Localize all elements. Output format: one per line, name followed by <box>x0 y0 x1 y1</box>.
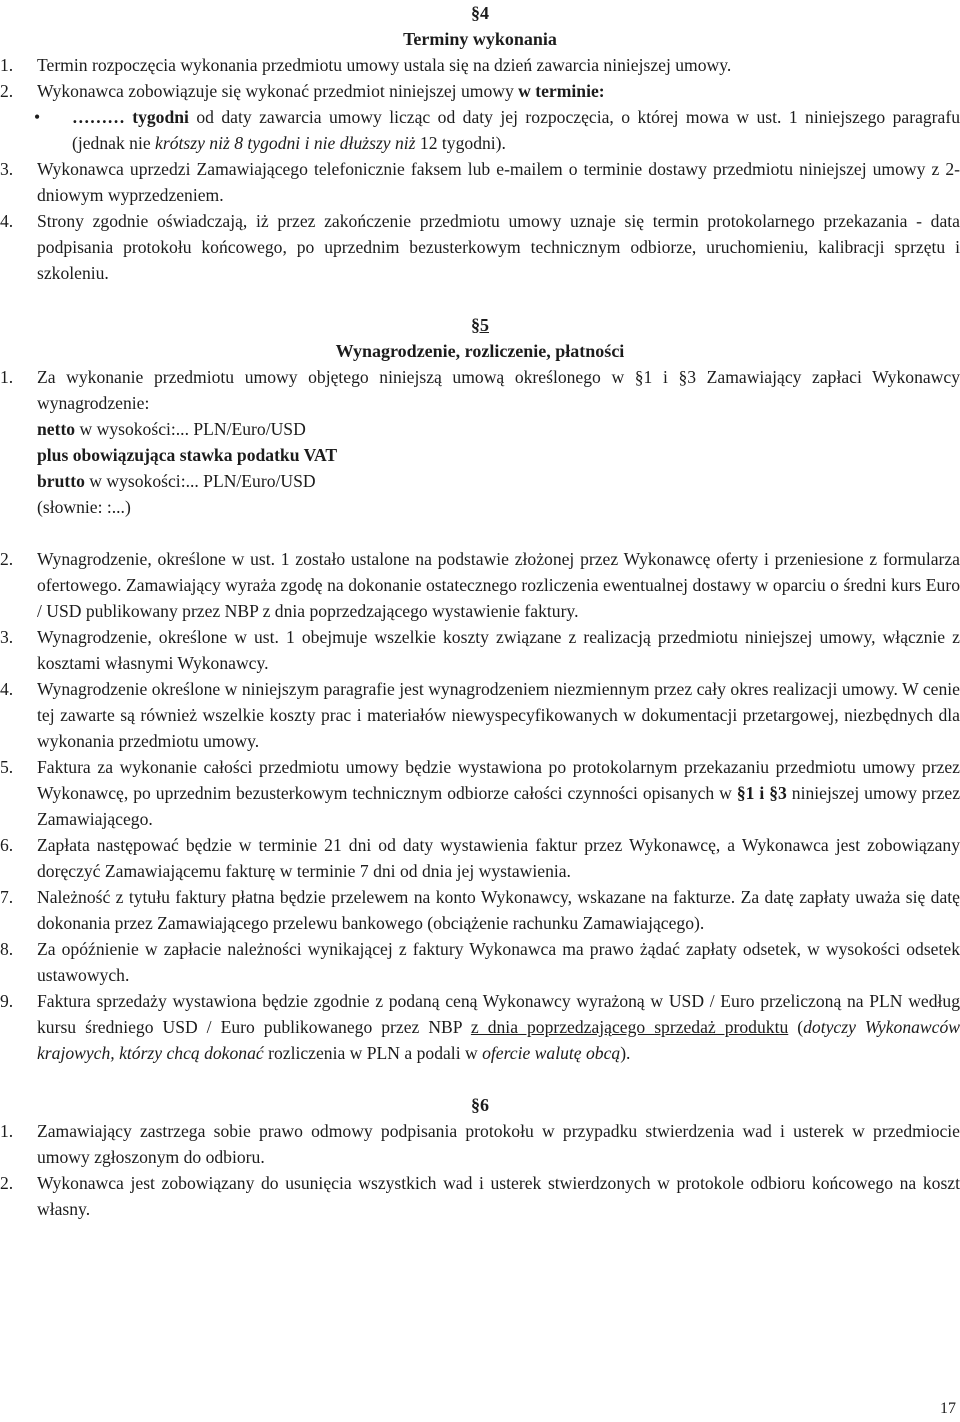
item-number: 1. <box>0 1121 14 1141</box>
s5-item-6 <box>0 832 960 884</box>
s5-item-5 <box>0 754 960 832</box>
netto-label: netto <box>37 419 76 439</box>
section-6-number: §6 <box>471 1095 489 1115</box>
bullet-italic: krótszy niż 8 tygodni i nie dłuższy niż <box>155 133 416 153</box>
bullet-text-end: 12 tygodni). <box>415 133 506 153</box>
bullet-icon: • <box>34 107 41 127</box>
s5-item-8 <box>0 936 960 988</box>
item-text: Należność z tytułu faktury płatna będzie przelewem na konto Wykonawcy, wskazane na fakturze. Za datę zapłaty uważa się datę dokonania przez Zamawiającego przelewu bankowego (obciążenie rachunku Zamawiającego). <box>37 887 960 933</box>
item-number: 8. <box>0 939 14 959</box>
item-text: Wynagrodzenie, określone w ust. 1 zostało ustalone na podstawie złożonej przez Wykonawcę oferty i przeniesione z formularza ofertowego. Zamawiający wyraża zgodę na dokonanie ostatecznego rozliczenia ewentualnej dostawy w oparciu o średni kurs Euro / USD publikowany przez NBP z dnia poprzedzającego wystawienie faktury. <box>37 549 960 621</box>
item-number: 2. <box>0 81 14 101</box>
item-text: Zapłata następować będzie w terminie 21 dni od daty wystawienia faktur przez Wykonawcę, a Wykonawca jest zobowiązany doręczyć Zamawiającemu fakturę w terminie 7 dni od dnia jej wystawienia. <box>37 835 960 881</box>
item-text-end: ). <box>620 1043 631 1063</box>
s6-item-2 <box>0 1170 960 1222</box>
item-text-bold: §1 i §3 <box>736 783 787 803</box>
item-text: Za wykonanie przedmiotu umowy objętego niniejszą umową określonego w §1 i §3 Zamawiający zapłaci Wykonawcy wynagrodzenie: <box>37 367 960 413</box>
section-5-title: Wynagrodzenie, rozliczenie, płatności <box>335 341 625 361</box>
s5-item-2 <box>0 546 960 624</box>
s4-bullet-item <box>0 104 960 156</box>
netto-text: w wysokości:... PLN/Euro/USD <box>75 419 306 439</box>
vat-text: plus obowiązująca stawka podatku VAT <box>37 445 338 465</box>
item-text-end: niniejszej umowy przez Zamawiającego. <box>37 783 960 829</box>
item-text-underlined: z dnia poprzedzającego sprzedaż produktu <box>470 1017 789 1037</box>
item-text: Za opóźnienie w zapłacie należności wynikającej z faktury Wykonawca ma prawo żądać zapłaty odsetek, w wysokości odsetek ustawowych. <box>37 939 960 985</box>
item-number: 2. <box>0 549 14 569</box>
brutto-label: brutto <box>37 471 85 491</box>
s5-item-7 <box>0 884 960 936</box>
s5-item-3 <box>0 624 960 676</box>
netto-line <box>0 416 960 442</box>
item-text-bold: w terminie: <box>518 81 605 101</box>
section-4-number: §4 <box>471 3 489 23</box>
item-number: 9. <box>0 991 14 1011</box>
item-text: Wykonawca uprzedzi Zamawiającego telefonicznie faksem lub e-mailem o terminie dostawy przedmiotu niniejszej umowy z 2-dniowym wyprzedzeniem. <box>37 159 960 205</box>
bullet-bold: ……… tygodni <box>72 107 189 127</box>
item-number: 7. <box>0 887 14 907</box>
item-number: 5. <box>0 757 14 777</box>
item-number: 4. <box>0 679 14 699</box>
item-text-paren: ( <box>788 1017 804 1037</box>
item-text-italic: dotyczy Wykonawców krajowych, którzy chcą dokonać <box>37 1017 960 1063</box>
s5-item-4 <box>0 676 960 754</box>
item-text: Wykonawca jest zobowiązany do usunięcia wszystkich wad i usterek stwierdzonych w protokole odbioru końcowego na koszt własny. <box>37 1173 960 1219</box>
bullet-text: od daty zawarcia umowy licząc od daty jej rozpoczęcia, o której mowa w ust. 1 niniejszego paragrafu (jednak nie <box>72 107 960 153</box>
item-text: Wynagrodzenie określone w niniejszym paragrafie jest wynagrodzeniem niezmiennym przez cały okres realizacji umowy. W cenie tej zawarte są również wszelkie koszty prac i materiałów niewyspecyfikowanych w dokumentacji przetargowej, niezbędnych dla wykonania przedmiotu umowy. <box>37 679 960 751</box>
item-number: 4. <box>0 211 14 231</box>
s6-item-1 <box>0 1118 960 1170</box>
item-number: 2. <box>0 1173 14 1193</box>
item-number: 1. <box>0 367 14 387</box>
s4-item-4 <box>0 208 960 286</box>
s4-item-3 <box>0 156 960 208</box>
item-number: 6. <box>0 835 14 855</box>
item-number: 3. <box>0 159 14 179</box>
brutto-text: w wysokości:... PLN/Euro/USD <box>84 471 316 491</box>
item-text: Wynagrodzenie, określone w ust. 1 obejmuje wszelkie koszty związane z realizacją przedmiotu niniejszej umowy, włącznie z kosztami własnymi Wykonawcy. <box>37 627 960 673</box>
item-number: 3. <box>0 627 14 647</box>
item-text: Strony zgodnie oświadczają, iż przez zakończenie przedmiotu umowy uznaje się termin protokolarnego przekazania - data podpisania protokołu końcowego, po uprzednim bezusterkowym technicznym odbiorze, uruchomieniu, kalibracji sprzętu i szkoleniu. <box>37 211 960 283</box>
item-text: Termin rozpoczęcia wykonania przedmiotu umowy ustala się na dzień zawarcia niniejszej umowy. <box>37 55 732 75</box>
s4-item-2 <box>0 78 960 104</box>
item-text: Faktura sprzedaży wystawiona będzie zgodnie z podaną ceną Wykonawcy wyrażoną w USD / Euro przeliczoną na PLN według kursu średniego USD / Euro publikowanego przez NBP <box>37 991 960 1037</box>
item-text-mid: rozliczenia w PLN a podali w <box>263 1043 483 1063</box>
item-text: Zamawiający zastrzega sobie prawo odmowy podpisania protokołu w przypadku stwierdzenia wad i usterek w przedmiocie umowy zgłoszonym do odbioru. <box>37 1121 960 1167</box>
item-text: Faktura za wykonanie całości przedmiotu umowy będzie wystawiona po protokolarnym przekazaniu przedmiotu umowy przez Wykonawcę, po uprzednim bezusterkowym technicznym odbiorze całości czynności opisanych w <box>37 757 960 803</box>
item-number: 1. <box>0 55 14 75</box>
section-5-number: §5 <box>471 315 489 335</box>
brutto-line <box>0 468 960 494</box>
item-text: Wykonawca zobowiązuje się wykonać przedmiot niniejszej umowy <box>37 81 519 101</box>
slownie-line: (słownie: :...) <box>37 497 131 517</box>
s4-item-1 <box>0 52 960 78</box>
s5-item-9 <box>0 988 960 1066</box>
page-number: 17 <box>940 1400 956 1417</box>
item-text-italic-2: ofercie walutę obcą <box>482 1043 621 1063</box>
s5-item-1 <box>0 364 960 416</box>
section-4-title: Terminy wykonania <box>403 29 557 49</box>
vat-line <box>0 442 960 468</box>
